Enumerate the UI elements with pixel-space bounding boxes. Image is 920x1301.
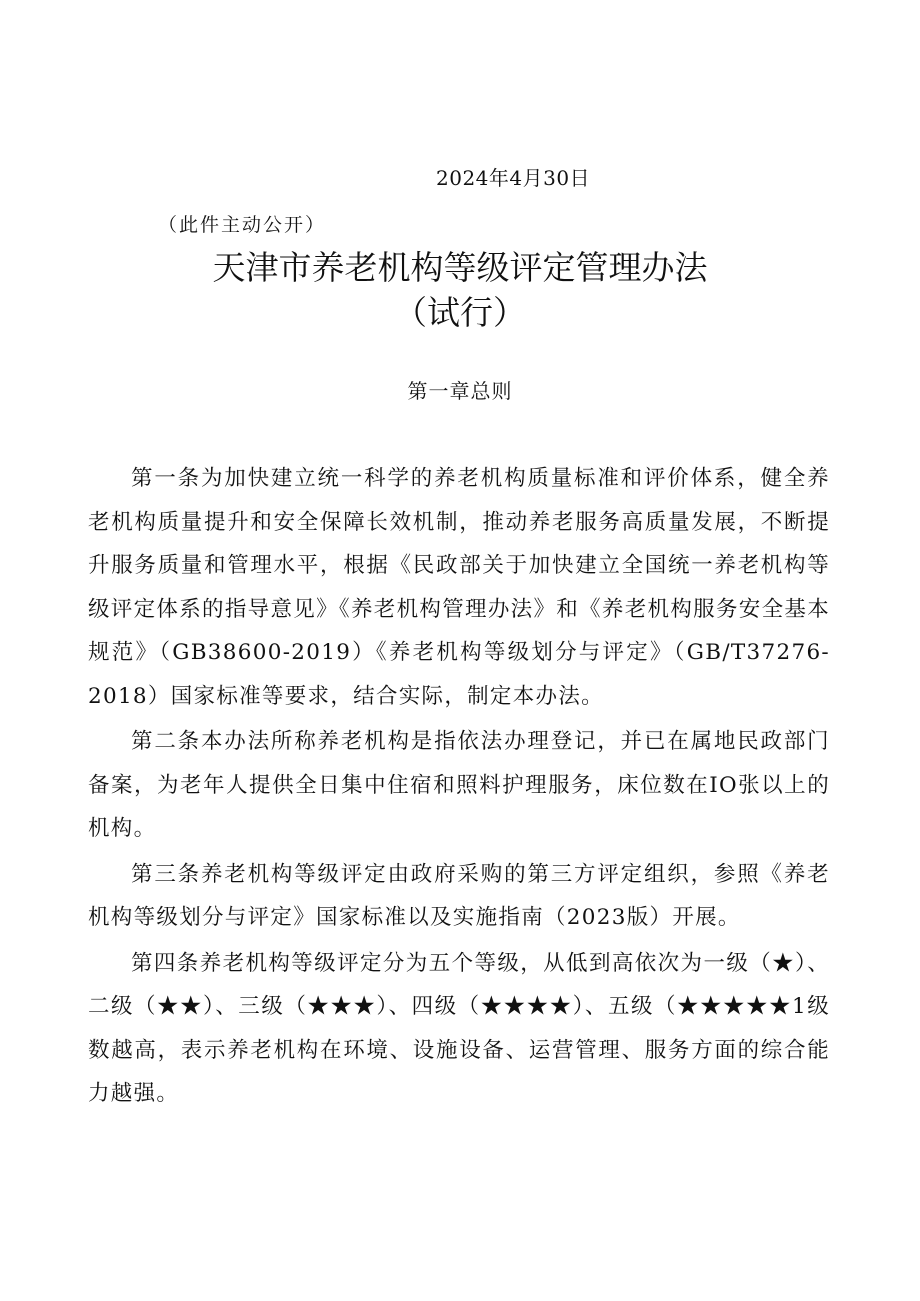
article-4: 第四条养老机构等级评定分为五个等级，从低到高依次为一级（★）、二级（★★）、三级（★★★）、四级（★★★★）、五级（★★★★★1级数越高，表示养老机构在环境、设施设备、运营管理、服务方面的综合能力越强。 (88, 950, 830, 1106)
chapter-heading: 第一章总则 (407, 379, 513, 403)
article-1: 第一条为加快建立统一科学的养老机构质量标准和评价体系，健全养老机构质量提升和安全保障长效机制，推动养老服务高质量发展，不断提升服务质量和管理水平，根据《民政部关于加快建立全国统一养老机构等级评定体系的指导意见》《养老机构管理办法》和《养老机构服务安全基本规范》（GB38600-2019）《养老机构等级划分与评定》（GB/T37276-2018）国家标准等要求，结合实际，制定本办法。 (88, 466, 830, 709)
issue-date: 2024年4月30日 (436, 166, 591, 190)
disclosure-note: （此件主动公开） (158, 214, 327, 236)
article-2: 第二条本办法所称养老机构是指依法办理登记，并已在属地民政部门备案，为老年人提供全日集中住宿和照料护理服务，床位数在IO张以上的机构。 (88, 729, 830, 841)
document-subtitle: （试行） (394, 293, 526, 332)
article-3: 第三条养老机构等级评定由政府采购的第三方评定组织，参照《养老机构等级划分与评定》国家标准以及实施指南（2023版）开展。 (88, 861, 830, 930)
document-body (88, 457, 830, 1116)
document-title: 天津市养老机构等级评定管理办法 (212, 248, 708, 287)
